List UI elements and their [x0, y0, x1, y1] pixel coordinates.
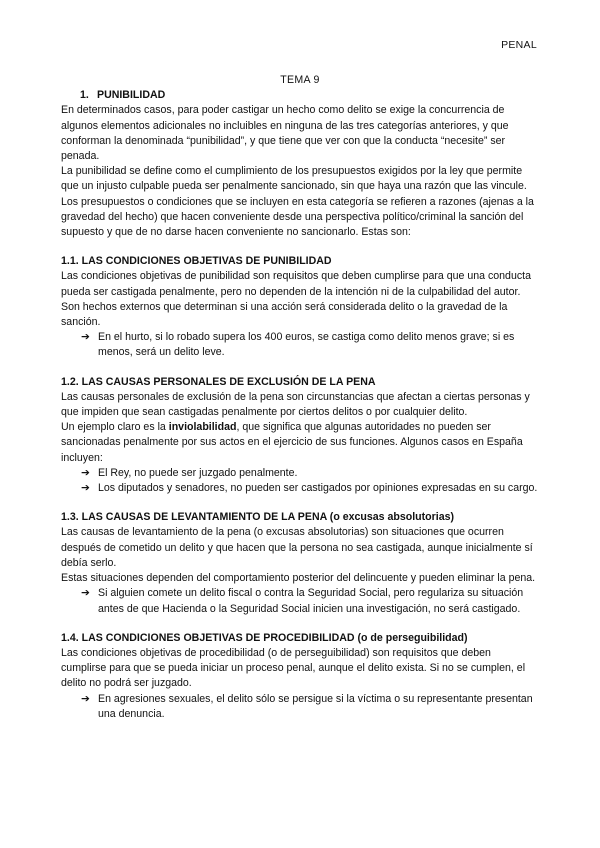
document-content	[61, 73, 539, 722]
text-segment: , que significa que algunas autoridades no pueden ser sancionadas penalmente por sus actos en el ejercicio de sus funciones. Algunos casos en España incluyen:	[61, 421, 523, 464]
section-1-2-bullet-list	[61, 466, 539, 496]
arrow-bullet-icon: ➔	[81, 482, 90, 495]
section-1-4-paragraph: Las condiciones objetivas de procedibilidad (o de perseguibilidad) son requisitos que deben cumplirse para que se pueda iniciar un proceso penal, aunque el delito exista. Si no se cumplen, el delito no podrá ser juzgado.	[61, 646, 526, 690]
list-item-text: Si alguien comete un delito fiscal o contra la Seguridad Social, pero regulariza su situación antes de que Hacienda o la Seguridad Social inicien una investigación, no será castigado.	[98, 587, 524, 615]
section-1-paragraph: La punibilidad se define como el cumplimiento de los presupuestos exigidos por la ley que permite que un injusto culpable pueda ser penalmente sancionado, sin que haya una razón que las vincule.	[61, 165, 527, 193]
section-1-3-heading: 1.3. LAS CAUSAS DE LEVANTAMIENTO DE LA PENA (o excusas absolutorias)	[61, 511, 455, 524]
section-1-3-paragraph: Las causas de levantamiento de la pena (o excusas absolutorias) son situaciones que ocurren después de cometido un delito y que hacen que la persona no sea castigada, aunque inicialmente sí debía serlo.	[61, 526, 533, 569]
section-1-3-paragraph: Estas situaciones dependen del comportamiento posterior del delincuente y pueden eliminar la pena.	[61, 572, 536, 585]
document-title: TEMA 9	[280, 74, 320, 86]
list-item	[81, 586, 539, 616]
list-item-text: En agresiones sexuales, el delito sólo se persigue si la víctima o su representante presentan una denuncia.	[98, 692, 533, 720]
section-1-2-paragraph-inviolabilidad	[61, 420, 539, 466]
section-1-1-bullet-list	[61, 330, 539, 360]
section-1-3-bullet-list	[61, 586, 539, 616]
section-1-heading	[61, 88, 539, 103]
section-1-paragraph: En determinados casos, para poder castigar un hecho como delito se exige la concurrencia de algunos elementos adicionales no incluibles en ninguna de las tres categorías anteriores, y que conforman la denominada “punibilidad”, y que tiene que ver con que la conducta “necesite” ser penada.	[61, 104, 509, 163]
section-1-title: PUNIBILIDAD	[97, 89, 166, 102]
section-1-4-heading: 1.4. LAS CONDICIONES OBJETIVAS DE PROCEDIBILIDAD (o de perseguibilidad)	[61, 631, 468, 644]
arrow-bullet-icon: ➔	[81, 466, 90, 479]
arrow-bullet-icon: ➔	[81, 331, 90, 344]
section-1-paragraph: Los presupuestos o condiciones que se incluyen en esta categoría se refieren a razones (ajenas a la gravedad del hecho) que hacen conveniente desde una perspectiva político/criminal la sanción del supuesto y que de no darse hacen conveniente no sancionarlo. Estas son:	[61, 195, 534, 239]
list-item	[81, 330, 539, 360]
list-item	[81, 481, 539, 496]
section-1-2-heading: 1.2. LAS CAUSAS PERSONALES DE EXCLUSIÓN DE LA PENA	[61, 375, 376, 388]
list-item-text: El Rey, no puede ser juzgado penalmente.	[98, 466, 298, 479]
list-item-text: Los diputados y senadores, no pueden ser castigados por opiniones expresadas en su cargo.	[98, 482, 538, 495]
arrow-bullet-icon: ➔	[81, 692, 90, 705]
section-1-2-paragraph: Las causas personales de exclusión de la pena son circunstancias que afectan a ciertas personas y que impiden que sean castigadas penalmente por ciertos delitos o por cualquier delito.	[61, 390, 530, 419]
arrow-bullet-icon: ➔	[81, 587, 90, 600]
section-1-number: 1.	[80, 89, 89, 102]
section-1-1-paragraph: Las condiciones objetivas de punibilidad son requisitos que deben cumplirse para que una conducta pueda ser castigada penalmente, pero no dependen de la intención ni de la culpabilidad del autor. Son hechos externos que determinan si una acción será considerada delito o la gravedad de la sanción.	[61, 270, 531, 329]
list-item-text: En el hurto, si lo robado supera los 400 euros, se castiga como delito menos grave; si es menos, será un delito leve.	[98, 331, 515, 359]
section-1-4-bullet-list	[61, 692, 539, 722]
text-segment: Un ejemplo claro es la	[61, 421, 169, 434]
bold-term-inviolabilidad: inviolabilidad	[168, 421, 237, 434]
section-1-1-heading: 1.1. LAS CONDICIONES OBJETIVAS DE PUNIBILIDAD	[61, 255, 332, 268]
list-item	[81, 466, 539, 481]
page-header-subject: PENAL	[501, 39, 537, 51]
list-item	[81, 692, 539, 722]
